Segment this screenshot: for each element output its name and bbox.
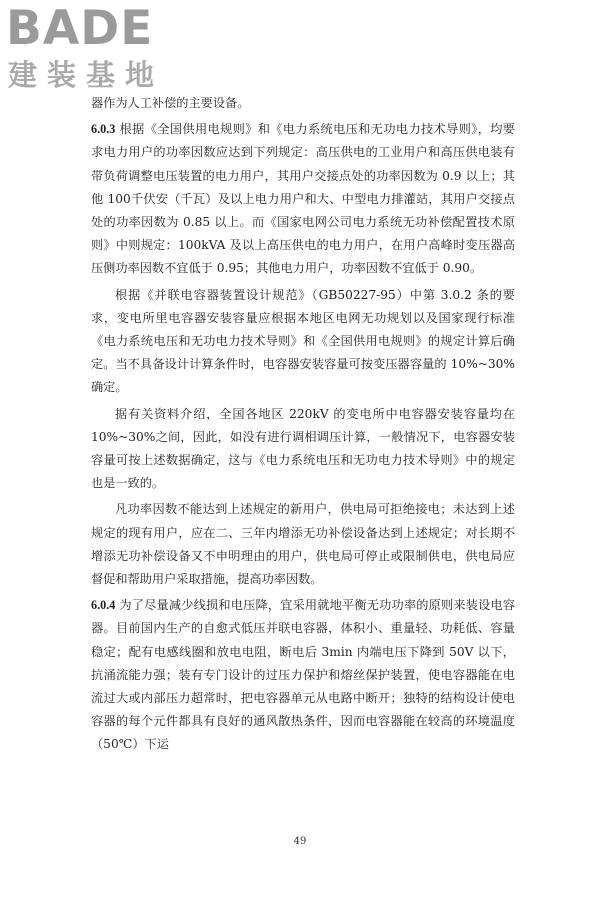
document-body <box>91 92 515 757</box>
paragraph-text: 据有关资料介绍，全国各地区 220kV 的变电所中电容器安装容量均在 10%~30%之间，因此，如没有进行调相调压计算，一般情况下，电容器安装容量可按上述数据确定，这与《电力系统电压和无功电力技术导则》中的规定也是一致的。 <box>91 406 515 491</box>
section-6-0-4 <box>91 594 515 756</box>
paragraph <box>91 498 515 591</box>
paragraph <box>91 403 515 496</box>
paragraph-continuation <box>91 92 515 115</box>
section-number: 6.0.3 <box>91 122 116 137</box>
paragraph-text: 根据《全国供用电规则》和《电力系统电压和无功电力技术导则》，均要求电力用户的功率因数应达到下列规定：高压供电的工业用户和高压供电装有带负荷调整电压装置的电力用户，其用户交接点处的功率因数为 0.9 以上；其他 100千伏安（千瓦）及以上电力用户和大、中型电力排灌站，其用户交接点处的功率因数为 0.85 以上。而《国家电网公司电力系统无功补偿配置技术原则》中则规定：100kVA 及以上高压供电的电力用户，在用户高峰时变压器高压侧功率因数不宜低于 0.95；其他电力用户，功率因数不宜低于 0.90。 <box>91 122 515 276</box>
paragraph-text: 凡功率因数不能达到上述规定的新用户，供电局可拒绝接电；未达到上述规定的现有用户，应在二、三年内增添无功补偿设备达到上述规定；对长期不增添无功补偿设备又不申明理由的用户，供电局可停止或限制供电，供电局应督促和帮助用户采取措施，提高功率因数。 <box>91 502 515 587</box>
page-number: 49 <box>293 836 307 847</box>
paragraph-text: 器作为人工补偿的主要设备。 <box>91 96 250 110</box>
logo <box>6 1 176 94</box>
paragraph-text: 为了尽量减少线损和电压降，宜采用就地平衡无功功率的原则来装设电容器。目前国内生产的自愈式低压并联电容器，体积小、重量轻、功耗低、容量稳定；配有电感线圈和放电电阻，断电后 3min 内端电压下降到 50V 以下，抗涌流能力强；装有专门设计的过压力保护和熔丝保护装置，使电容器能在电流过大或内部压力超常时，把电容器单元从电路中断开；独特的结构设计使电容器的每个元件都具有良好的通风散热条件，因而电容器能在较高的环境温度（50℃）下运 <box>91 598 515 752</box>
section-6-0-3 <box>91 118 515 280</box>
paragraph <box>91 284 515 400</box>
paragraph-text: 根据《并联电容器装置设计规范》（GB50227-95）中第 3.0.2 条的要求，变电所里电容器安装容量应根据本地区电网无功规划以及国家现行标准《电力系统电压和无功电力技术导则》和《全国供用电规则》的规定计算后确定。当不具备设计计算条件时，电容器安装容量可按变压器容量的 10%~30%确定。 <box>91 287 515 395</box>
section-number: 6.0.4 <box>91 598 116 613</box>
logo-subtitle: 建装基地 <box>8 58 165 92</box>
logo-wordmark: BADE <box>6 1 154 56</box>
